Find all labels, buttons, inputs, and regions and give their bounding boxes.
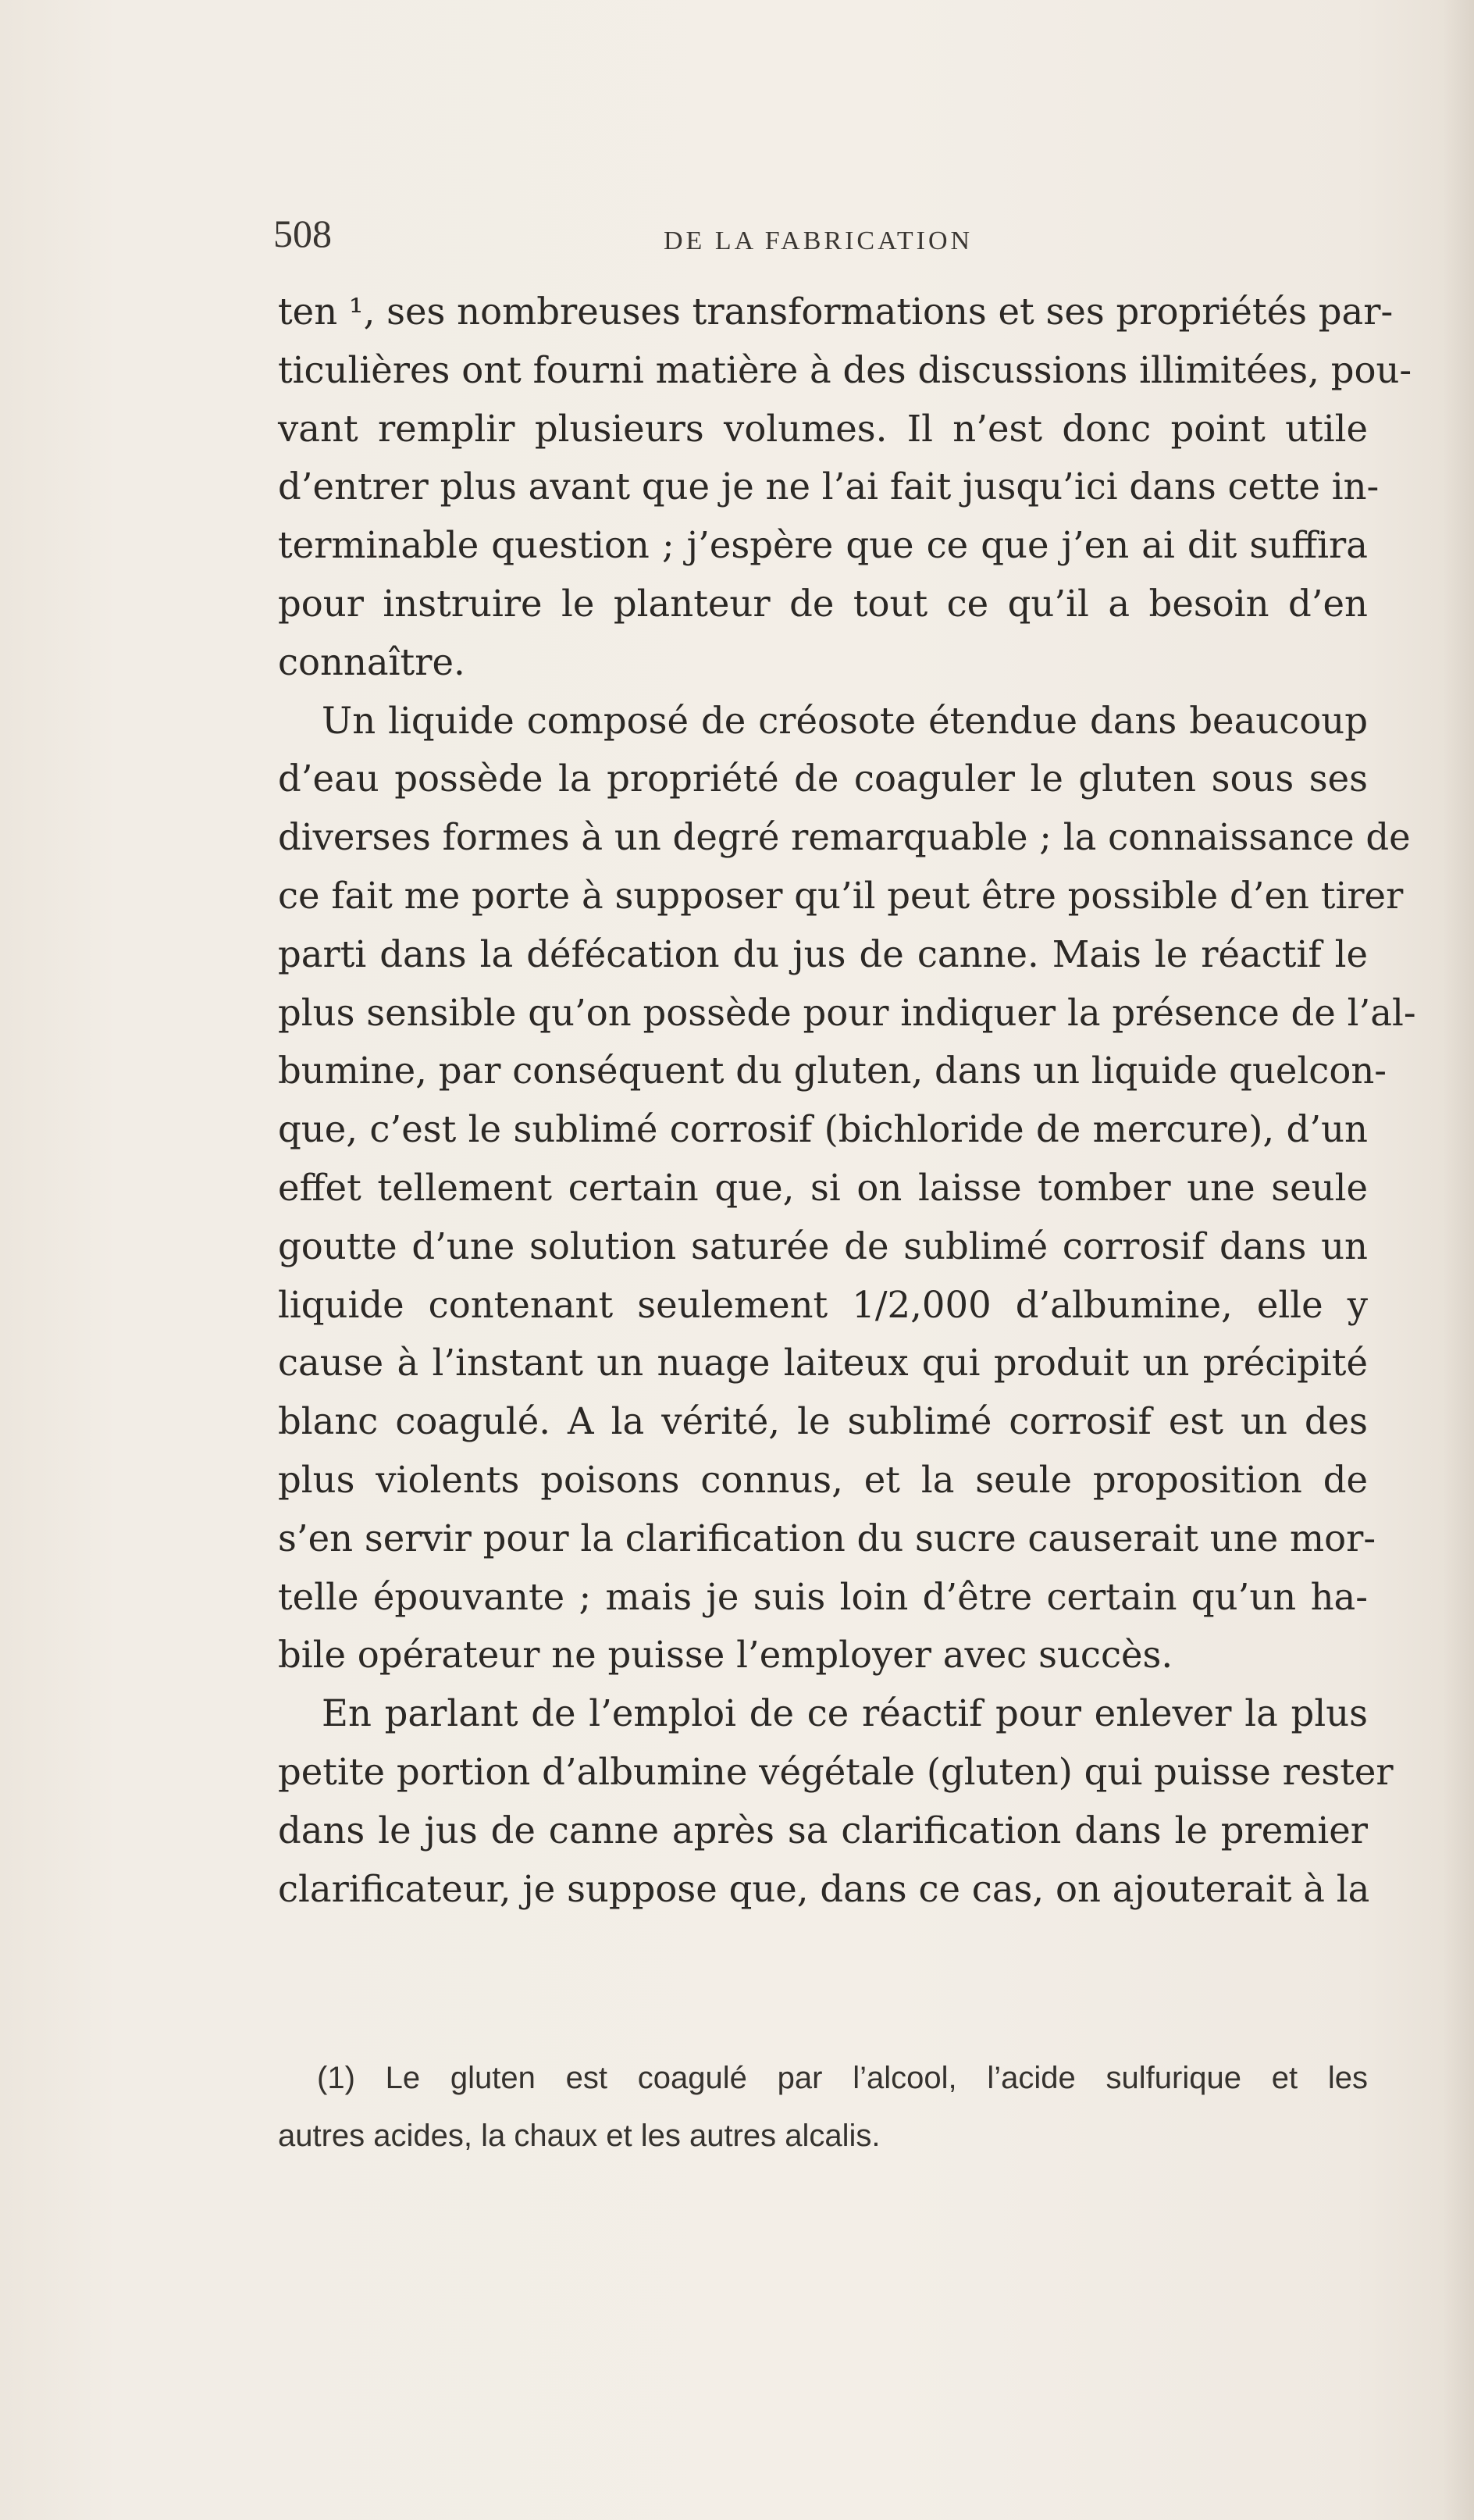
running-title: DE LA FABRICATION	[664, 226, 974, 255]
text-line: liquide contenant seulement 1/2,000 d’albumine, elle y	[278, 1283, 1368, 1326]
footnote-line: (1) Le gluten est coagulé par l’alcool, l’acide sulfurique et les	[317, 2061, 1368, 2095]
text-line: diverses formes à un degré remarquable ; la connaissance de	[278, 816, 1411, 859]
text-line: ticulières ont fourni matière à des discussions illimitées, pou-	[278, 348, 1412, 391]
text-line: parti dans la défécation du jus de canne. Mais le réactif le	[278, 932, 1368, 975]
text-line: plus sensible qu’on possède pour indiquer la présence de l’al-	[278, 991, 1416, 1034]
footnotes	[278, 2049, 1368, 2165]
text-line: connaître.	[278, 640, 465, 683]
text-line: pour instruire le planteur de tout ce qu’il a besoin d’en	[278, 582, 1368, 625]
text-line: telle épouvante ; mais je suis loin d’être certain qu’un ha-	[278, 1575, 1368, 1618]
text-line: terminable question ; j’espère que ce que j’en ai dit suffira	[278, 524, 1368, 567]
text-line: que, c’est le sublimé corrosif (bichloride de mercure), d’un	[278, 1108, 1368, 1151]
text-line: goutte d’une solution saturée de sublimé corrosif dans un	[278, 1224, 1368, 1267]
text-line: cause à l’instant un nuage laiteux qui produit un précipité	[278, 1342, 1368, 1385]
page-number: 508	[273, 212, 332, 255]
page-edge-shadow	[1443, 0, 1474, 2520]
text-line: effet tellement certain que, si on laisse tomber une seule	[278, 1166, 1368, 1209]
text-line: d’eau possède la propriété de coaguler le gluten sous ses	[278, 757, 1368, 800]
text-line: plus violents poisons connus, et la seule proposition de	[278, 1458, 1368, 1501]
text-line: clarificateur, je suppose que, dans ce cas, on ajouterait à la	[278, 1867, 1370, 1910]
text-line: petite portion d’albumine végétale (gluten) qui puisse rester	[278, 1750, 1394, 1793]
text-line: dans le jus de canne après sa clarification dans le premier	[278, 1809, 1368, 1852]
text-line: Un liquide composé de créosote étendue dans beaucoup	[322, 699, 1368, 742]
text-line: blanc coagulé. A la vérité, le sublimé corrosif est un des	[278, 1400, 1368, 1443]
text-line: bumine, par conséquent du gluten, dans un liquide quelcon-	[278, 1050, 1387, 1092]
text-line: vant remplir plusieurs volumes. Il n’est donc point utile	[278, 407, 1368, 450]
page-header	[273, 211, 1366, 273]
text-line: ce fait me porte à supposer qu’il peut être possible d’en tirer	[278, 874, 1404, 917]
text-line: d’entrer plus avant que je ne l’ai fait jusqu’ici dans cette in-	[278, 465, 1380, 508]
body-text	[278, 283, 1416, 1918]
text-line: bile opérateur ne puisse l’employer avec succès.	[278, 1634, 1173, 1677]
text-line: s’en servir pour la clarification du sucre causerait une mor-	[278, 1517, 1376, 1559]
footnote-line: autres acides, la chaux et les autres alcalis.	[278, 2119, 881, 2153]
text-line: ten ¹, ses nombreuses transformations et ses propriétés par-	[278, 290, 1394, 333]
text-line: En parlant de l’emploi de ce réactif pour enlever la plus	[322, 1692, 1368, 1735]
